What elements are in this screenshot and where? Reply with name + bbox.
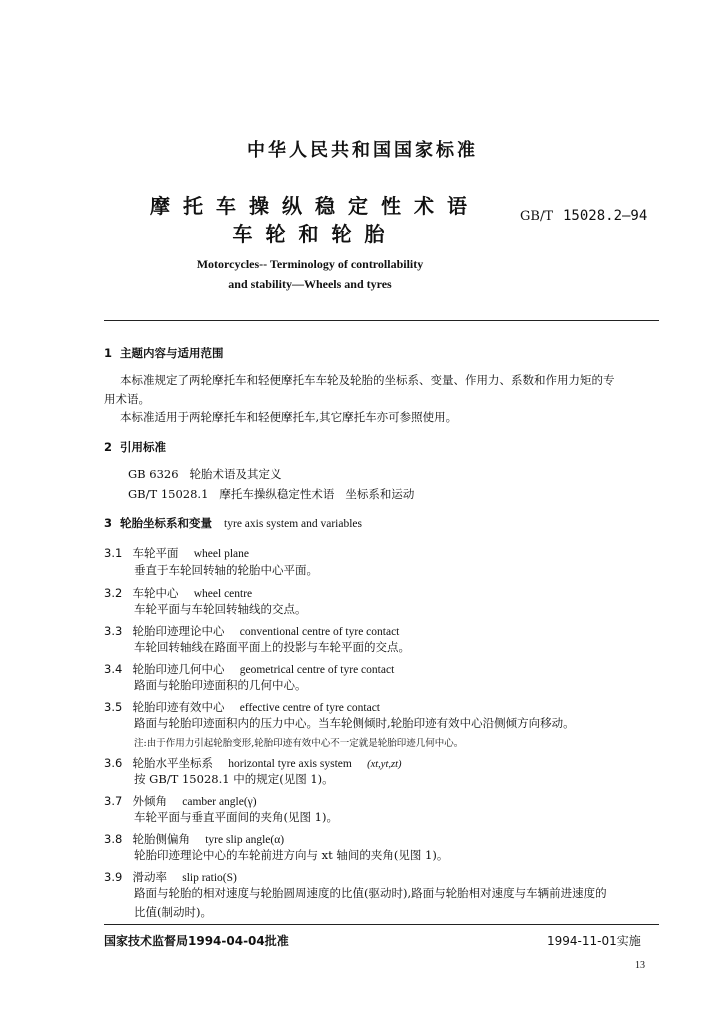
- term-en: wheel centre: [193, 588, 253, 600]
- term-3-8-definition: 轮胎印迹理论中心的车轮前进方向与 xt 轴间的夹角(见图 1)。: [134, 848, 449, 862]
- term-en: camber angle(γ): [182, 796, 257, 808]
- term-number: 3.4: [104, 662, 123, 676]
- term-number: 3.5: [104, 700, 123, 714]
- term-en: geometrical centre of tyre contact: [239, 664, 395, 676]
- term-zh: 轮胎印迹理论中心: [132, 624, 225, 638]
- section-2-heading: [104, 439, 166, 455]
- term-en: conventional centre of tyre contact: [239, 626, 400, 638]
- term-3-8: [104, 828, 284, 847]
- standard-category-title: 中华人民共和国国家标准: [247, 140, 478, 161]
- term-symbol: (xt,yt,zt): [367, 759, 402, 770]
- term-zh: 车轮中心: [132, 586, 179, 600]
- term-number: 3.9: [104, 870, 123, 884]
- document-title-line-1: 摩托车操纵稳定性术语: [150, 194, 480, 218]
- term-number: 3.8: [104, 832, 123, 846]
- term-3-9: [104, 866, 237, 885]
- section-1-para-1-line-2: 用术语。: [104, 392, 150, 406]
- term-3-9-definition-line-1: 路面与轮胎的相对速度与轮胎圆周速度的比值(驱动时),路面与轮胎相对速度与车辆前进速度的: [134, 886, 607, 900]
- effective-date: 1994-11-01实施: [547, 934, 641, 948]
- term-en: effective centre of tyre contact: [239, 702, 380, 714]
- term-3-5-note: 注:由于作用力引起轮胎变形,轮胎印迹有效中心不一定就是轮胎印迹几何中心。: [134, 738, 464, 749]
- term-en: slip ratio(S): [182, 872, 237, 884]
- standard-code-prefix: GB/T: [520, 209, 553, 224]
- term-zh: 外倾角: [132, 794, 167, 808]
- section-title: 引用标准: [120, 440, 167, 454]
- term-en: horizontal tyre axis system: [228, 758, 352, 770]
- section-title-en: tyre axis system and variables: [224, 518, 363, 530]
- term-zh: 轮胎水平坐标系: [132, 756, 213, 770]
- english-title-line-2: and stability—Wheels and tyres: [228, 277, 392, 291]
- standard-code: [520, 208, 647, 224]
- term-number: 3.3: [104, 624, 123, 638]
- term-zh: 滑动率: [132, 870, 167, 884]
- term-zh: 轮胎侧偏角: [132, 832, 190, 846]
- term-3-1-definition: 垂直于车轮回转轴的轮胎中心平面。: [134, 563, 318, 577]
- reference-2: GB/T 15028.1 摩托车操纵稳定性术语 坐标系和运动: [128, 487, 415, 501]
- term-3-6-definition: 按 GB/T 15028.1 中的规定(见图 1)。: [134, 772, 334, 786]
- section-number: 2: [104, 440, 113, 454]
- english-title-line-1: Motorcycles-- Terminology of controllability: [196, 257, 424, 271]
- footer-divider: [104, 924, 659, 925]
- approval-date: 国家技术监督局1994-04-04批准: [104, 934, 289, 948]
- term-en: tyre slip angle(α): [205, 834, 285, 846]
- term-3-9-definition-line-2: 比值(制动时)。: [134, 905, 212, 919]
- term-3-2: [104, 582, 252, 601]
- term-number: 3.1: [104, 546, 123, 560]
- section-title: 轮胎坐标系和变量: [120, 516, 213, 530]
- term-en: wheel plane: [193, 548, 249, 560]
- term-3-7: [104, 790, 257, 809]
- section-1-heading: [104, 345, 224, 361]
- term-3-2-definition: 车轮平面与车轮回转轴线的交点。: [134, 602, 307, 616]
- term-number: 3.2: [104, 586, 123, 600]
- standard-code-number: 15028.2—94: [563, 208, 648, 224]
- term-3-5-definition: 路面与轮胎印迹面积内的压力中心。当车轮侧倾时,轮胎印迹有效中心沿侧倾方向移动。: [134, 716, 575, 730]
- section-1-para-2: 本标准适用于两轮摩托车和轻便摩托车,其它摩托车亦可参照使用。: [120, 410, 458, 424]
- term-3-1: [104, 542, 249, 561]
- term-3-7-definition: 车轮平面与垂直平面间的夹角(见图 1)。: [134, 810, 338, 824]
- term-3-6: [104, 752, 402, 771]
- term-zh: 车轮平面: [132, 546, 179, 560]
- section-title: 主题内容与适用范围: [120, 346, 224, 360]
- term-3-4: [104, 658, 394, 677]
- term-number: 3.7: [104, 794, 123, 808]
- section-number: 1: [104, 346, 113, 360]
- term-3-4-definition: 路面与轮胎印迹面积的几何中心。: [134, 678, 307, 692]
- term-number: 3.6: [104, 756, 123, 770]
- term-3-5: [104, 696, 380, 715]
- section-1-para-1-line-1: 本标准规定了两轮摩托车和轻便摩托车车轮及轮胎的坐标系、变量、作用力、系数和作用力矩的专: [120, 373, 615, 387]
- page-number: 13: [635, 960, 645, 971]
- section-number: 3: [104, 516, 113, 530]
- term-zh: 轮胎印迹几何中心: [132, 662, 225, 676]
- header-divider: [104, 320, 659, 321]
- term-zh: 轮胎印迹有效中心: [132, 700, 225, 714]
- section-3-heading: [104, 515, 362, 531]
- term-3-3: [104, 620, 399, 639]
- document-title-line-2: 车轮和轮胎: [232, 222, 398, 246]
- reference-1: GB 6326 轮胎术语及其定义: [128, 467, 282, 481]
- term-3-3-definition: 车轮回转轴线在路面平面上的投影与车轮平面的交点。: [134, 640, 410, 654]
